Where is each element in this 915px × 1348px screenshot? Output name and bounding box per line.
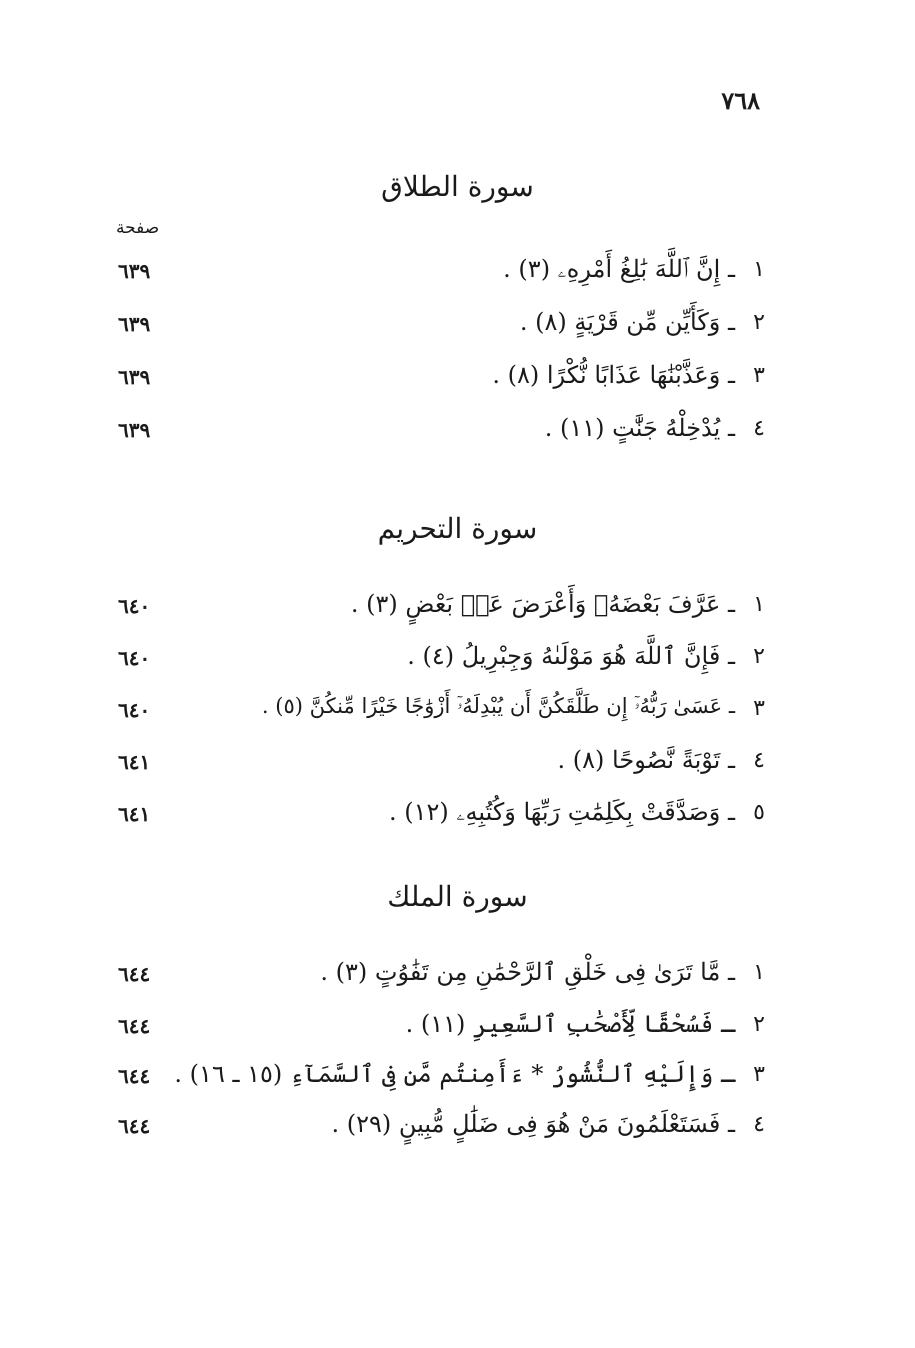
- surah-title-tahrim: سورة التحريم: [377, 512, 538, 545]
- verse-text: ـ وَكَأَيِّن مِّن قَرْيَةٍ (٨) .: [519, 308, 735, 336]
- page-ref: ٦٤٤: [118, 962, 151, 986]
- entry-number: ٤: [753, 416, 765, 441]
- list-item: [110, 642, 765, 682]
- column-header: صفحة: [116, 218, 160, 238]
- entry-number: ٢: [753, 644, 765, 669]
- list-item: [110, 1060, 765, 1100]
- list-item: [110, 798, 765, 838]
- page-ref: ٦٣٩: [118, 312, 151, 336]
- list-item: [110, 746, 765, 786]
- page-ref: ٦٤٠: [118, 594, 151, 618]
- entry-number: ٣: [753, 1062, 765, 1087]
- list-item: [110, 590, 765, 630]
- verse-text: ـ فَسُحْقًا لِّأَصْحَٰبِ ٱلسَّعِيرِ (١١) .: [405, 1010, 735, 1038]
- entry-number: ٢: [753, 310, 765, 335]
- entry-number: ١: [753, 257, 765, 282]
- entry-number: ١: [753, 592, 765, 617]
- list-item: [110, 361, 765, 401]
- verse-text: ـ عَسَىٰ رَبُّهُۥٓ إِن طَلَّقَكُنَّ أَن يُبْدِلَهُۥٓ أَزْوَٰجًا خَيْرًا مِّنكُنَّ (٥) .: [261, 694, 735, 718]
- list-item: [110, 1110, 765, 1150]
- entry-number: ٣: [753, 363, 765, 388]
- verse-text: ـ فَسَتَعْلَمُونَ مَنْ هُوَ فِى ضَلَٰلٍ مُّبِينٍ (٢٩) .: [331, 1110, 735, 1138]
- page-ref: ٦٤١: [118, 802, 151, 826]
- entry-number: ١: [753, 960, 765, 985]
- verse-text: ـ وَصَدَّقَتْ بِكَلِمَٰتِ رَبِّهَا وَكُتُبِهِۦ (١٢) .: [388, 798, 735, 826]
- page-ref: ٦٤٠: [118, 646, 151, 670]
- entry-number: ٤: [753, 1112, 765, 1137]
- page-ref: ٦٣٩: [118, 259, 151, 283]
- verse-text: ـ مَّا تَرَىٰ فِى خَلْقِ ٱلرَّحْمَٰنِ مِن تَفَٰوُتٍ (٣) .: [320, 958, 735, 986]
- list-item: [110, 694, 765, 734]
- page-ref: ٦٤٤: [118, 1114, 151, 1138]
- list-item: [110, 308, 765, 348]
- page-number: ٧٦٨: [721, 86, 760, 115]
- surah-title-mulk: سورة الملك: [387, 880, 528, 913]
- page-ref: ٦٤١: [118, 750, 151, 774]
- page-ref: ٦٣٩: [118, 365, 151, 389]
- page-ref: ٦٤٤: [118, 1014, 151, 1038]
- verse-text: ـ تَوْبَةً نَّصُوحًا (٨) .: [557, 746, 735, 774]
- list-item: [110, 1010, 765, 1050]
- page-ref: ٦٤٤: [118, 1064, 151, 1088]
- page-ref: ٦٤٠: [118, 698, 151, 722]
- verse-text: ـ وَإِلَيْهِ ٱلنُّشُورُ * ءَأَمِنتُم مَّن فِى ٱلسَّمَآءِ (١٥ ـ ١٦) .: [174, 1060, 735, 1088]
- list-item: [110, 414, 765, 454]
- entry-number: ٣: [753, 696, 765, 721]
- list-item: [110, 958, 765, 998]
- page-ref: ٦٣٩: [118, 418, 151, 442]
- list-item: [110, 255, 765, 295]
- surah-title-talaq: سورة الطلاق: [381, 170, 534, 203]
- verse-text: ـ إِنَّ ٱللَّهَ بَٰلِغُ أَمْرِهِۦ (٣) .: [503, 255, 735, 283]
- verse-text: ـ يُدْخِلْهُ جَنَّٰتٍ (١١) .: [544, 414, 735, 442]
- entry-number: ٥: [753, 800, 765, 825]
- entry-number: ٤: [753, 748, 765, 773]
- entry-number: ٢: [753, 1012, 765, 1037]
- verse-text: ـ فَإِنَّ ٱللَّهَ هُوَ مَوْلَىٰهُ وَجِبْرِيلُ (٤) .: [407, 642, 735, 670]
- verse-text: ـ وَعَذَّبْنَٰهَا عَذَابًا نُّكْرًا (٨) .: [492, 361, 735, 389]
- verse-text: ـ عَرَّفَ بَعْضَهُۥ وَأَعْرَضَ عَنۢ بَعْضٍ (٣) .: [350, 590, 735, 618]
